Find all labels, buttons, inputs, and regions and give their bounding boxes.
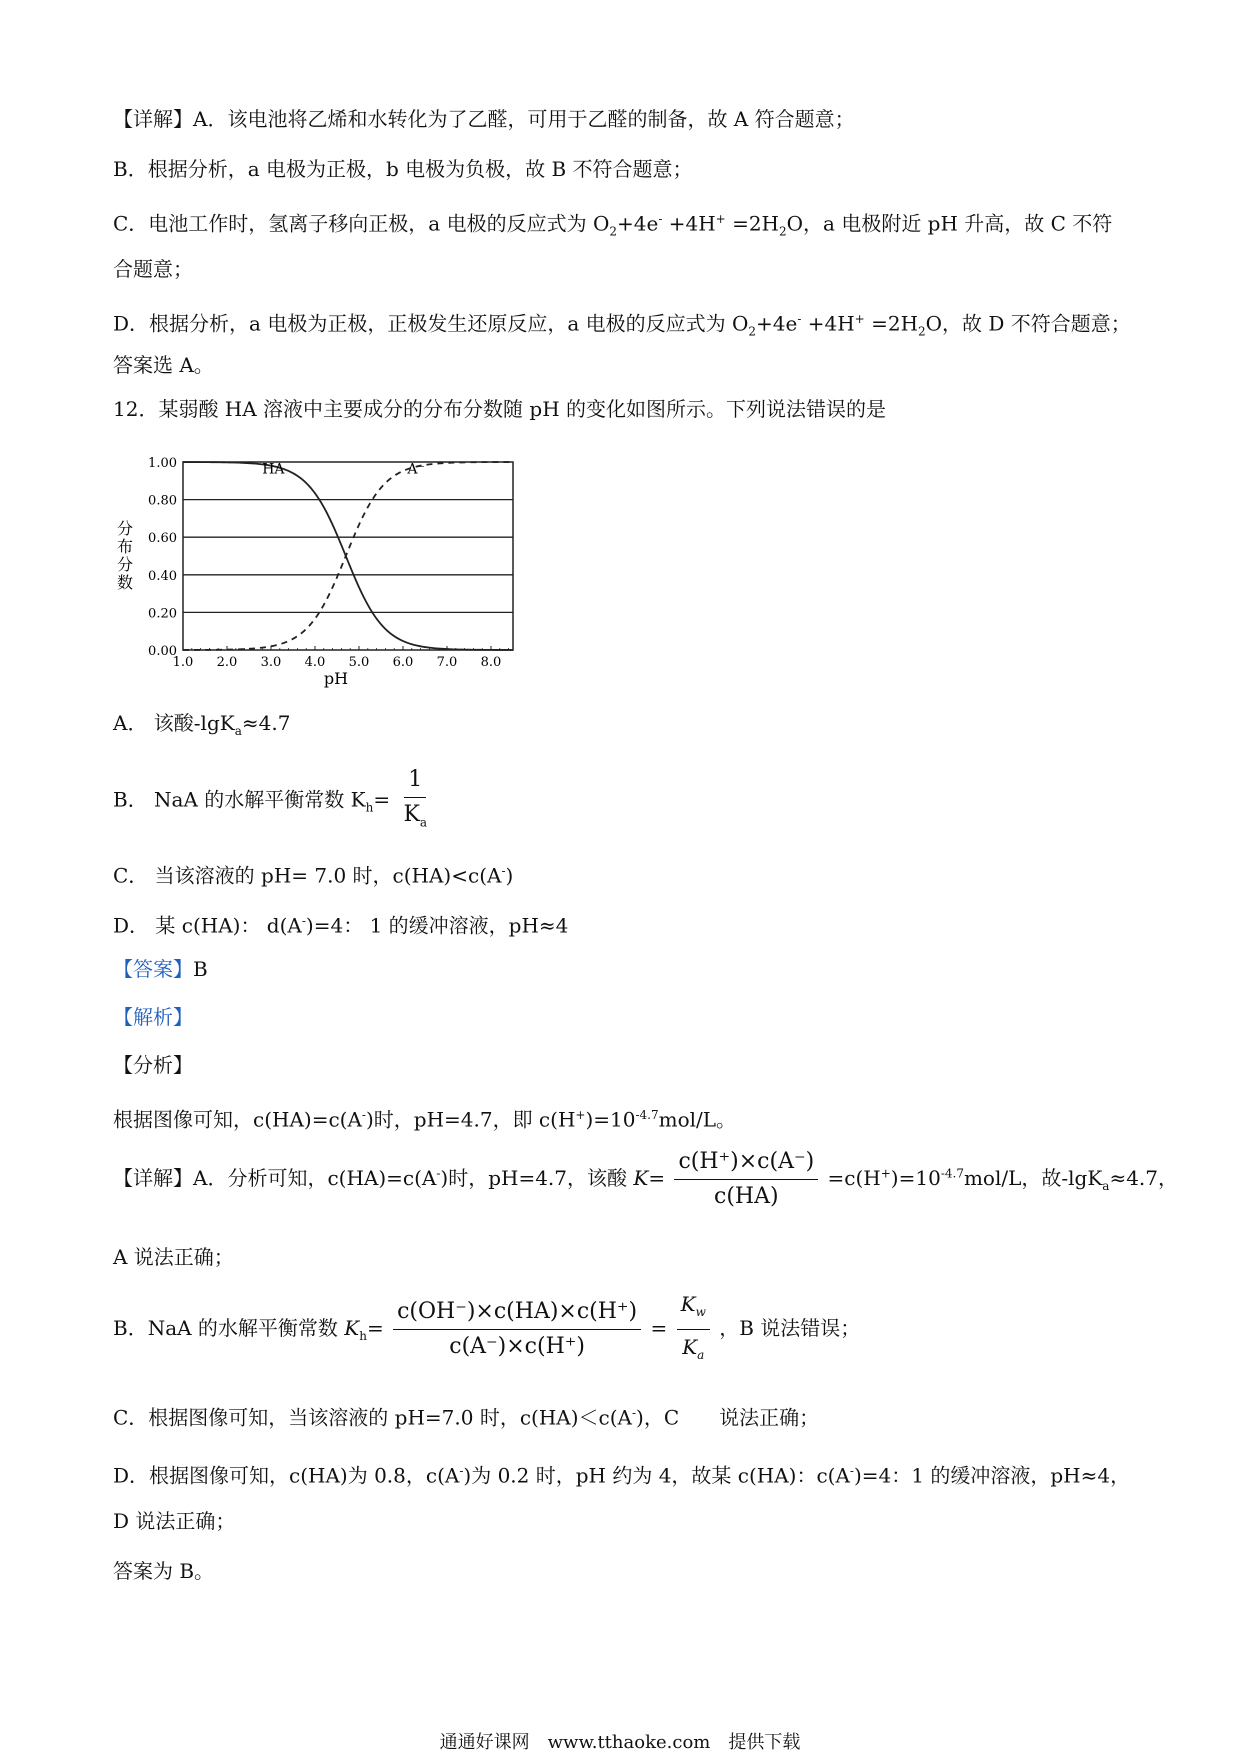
detail-C-text: C．电池工作时，氢离子移向正极，a 电极的反应式为 $O_2+4e^- +4H^+ =2H_2O$，a 电极附近 pH 升高，故 C 不符 <box>113 211 1113 239</box>
detail-D-text: D．根据分析，a 电极为正极，正极发生还原反应，a 电极的反应式为 $O_2+4e^- +4H^+ =2H_2O$，故 D 不符合题意； <box>113 311 1131 339</box>
y-axis-label <box>117 519 133 592</box>
answer-line: 【答案】B <box>113 957 208 981</box>
y-tick-label: 0.80 <box>148 493 177 509</box>
series-line-A <box>183 462 513 650</box>
question-12: 12．某弱酸 HA 溶液中主要成分的分布分数随 pH 的变化如图所示。下列说法错误的是 <box>113 397 887 421</box>
y-tick-label: 1.00 <box>148 456 177 471</box>
series-label-HA: HA <box>262 461 285 478</box>
detail-B-text: B．根据分析，a 电极为正极，b 电极为负极，故 B 不符合题意； <box>113 157 693 181</box>
detail-A-text: 【详解】A．该电池将乙烯和水转化为了乙醛，可用于乙醛的制备，故 A 符合题意； <box>113 107 855 131</box>
kw-ka-fraction: $\frac{K_w}{K_a}$ <box>677 1290 710 1369</box>
x-tick-label: 1.0 <box>172 655 194 670</box>
detail-B-analysis: B．NaA 的水解平衡常数 $K_h=$ $\frac{c(OH^-)\times c(HA)\times c(H^+)}{c(A^-)\times c(H^+)}$ = $\frac{K_w}{K_a}$ ，B 说法错误； <box>113 1290 860 1369</box>
detail-D-analysis: D．根据图像可知，c(HA)为 0.8，c(A-)为 0.2 时，pH 约为 4，故某 c(HA)：c(A-)=4：1 的缓冲溶液，pH≈4， <box>113 1463 1131 1488</box>
page-footer: 通通好课网 www.tthaoke.com 提供下载 <box>439 1732 801 1753</box>
x-axis-label: pH <box>323 669 349 688</box>
option-B-fraction: $\frac{1}{K_a}$ <box>403 767 428 830</box>
final-answer: 答案为 B。 <box>113 1559 215 1583</box>
ylabel-char-3: 分 <box>116 555 134 574</box>
distribution-chart <box>113 450 533 690</box>
option-C: C． 当该溶液的 pH= 7.0 时，c(HA)<c(A-) <box>113 863 514 888</box>
kh-fraction: $\frac{c(OH^-)\times c(HA)\times c(H^+)}{c(A^-)\times c(H^+)}$ <box>393 1298 641 1361</box>
series-line-HA <box>183 462 513 650</box>
ylabel-char-4: 数 <box>116 573 134 592</box>
y-tick-label: 0.20 <box>148 606 177 622</box>
x-tick-label: 2.0 <box>216 655 238 670</box>
detail-C-analysis: C．根据图像可知，当该溶液的 pH=7.0 时，c(HA)＜c(A-)，C 说法正确； <box>113 1405 820 1430</box>
option-D: D． 某 c(HA)： d(A-)=4： 1 的缓冲溶液，pH≈4 <box>113 913 569 938</box>
answer-prev: 答案选 A。 <box>113 353 214 377</box>
x-tick-label: 8.0 <box>480 655 502 670</box>
ka-fraction: $\frac{c(H^+)\times c(A^-)}{c(HA)}$ <box>674 1148 818 1211</box>
fenxi-label: 【分析】 <box>113 1053 193 1077</box>
analysis-label: 【解析】 <box>113 1005 193 1029</box>
detail-C-text-cont: 合题意； <box>113 257 193 281</box>
detail-A-analysis: 【详解】A．分析可知，c(HA)=c(A-)时，pH=4.7，该酸 K= $\frac{c(H^+)\times c(A^-)}{c(HA)}$ $=c(H^+)=10^{-4.7}mol/L$，故-lgK$_a$≈4.7， <box>113 1149 1179 1209</box>
y-tick-label: 0.40 <box>148 568 177 584</box>
x-tick-label: 3.0 <box>260 655 282 670</box>
x-tick-label: 6.0 <box>392 655 414 670</box>
x-tick-label: 4.0 <box>304 655 326 670</box>
plot-frame <box>183 462 513 650</box>
chart-series <box>183 462 513 650</box>
fenxi-text: 根据图像可知，c(HA)=c(A-)时，pH=4.7，即 $c(H^+)=10^{-4.7}mol/L$。 <box>113 1107 737 1132</box>
y-tick-label: 0.00 <box>148 644 177 659</box>
option-B: B． NaA 的水解平衡常数 $K_h=$ $\frac{1}{K_a}$ <box>113 766 434 836</box>
detail-D-conclusion: D 说法正确； <box>113 1509 236 1533</box>
detail-A-conclusion: A 说法正确； <box>113 1245 234 1269</box>
y-tick-label: 0.60 <box>148 531 177 547</box>
x-tick-label: 5.0 <box>348 655 370 670</box>
chart-grid <box>183 462 513 650</box>
ylabel-char-2: 布 <box>116 537 134 556</box>
option-A: A． 该酸-lgK$_a$≈4.7 <box>113 711 291 738</box>
chart-labels <box>148 456 501 670</box>
series-label-A: A⁻ <box>407 461 425 478</box>
ylabel-char-1: 分 <box>116 519 134 538</box>
x-tick-label: 7.0 <box>436 655 458 670</box>
